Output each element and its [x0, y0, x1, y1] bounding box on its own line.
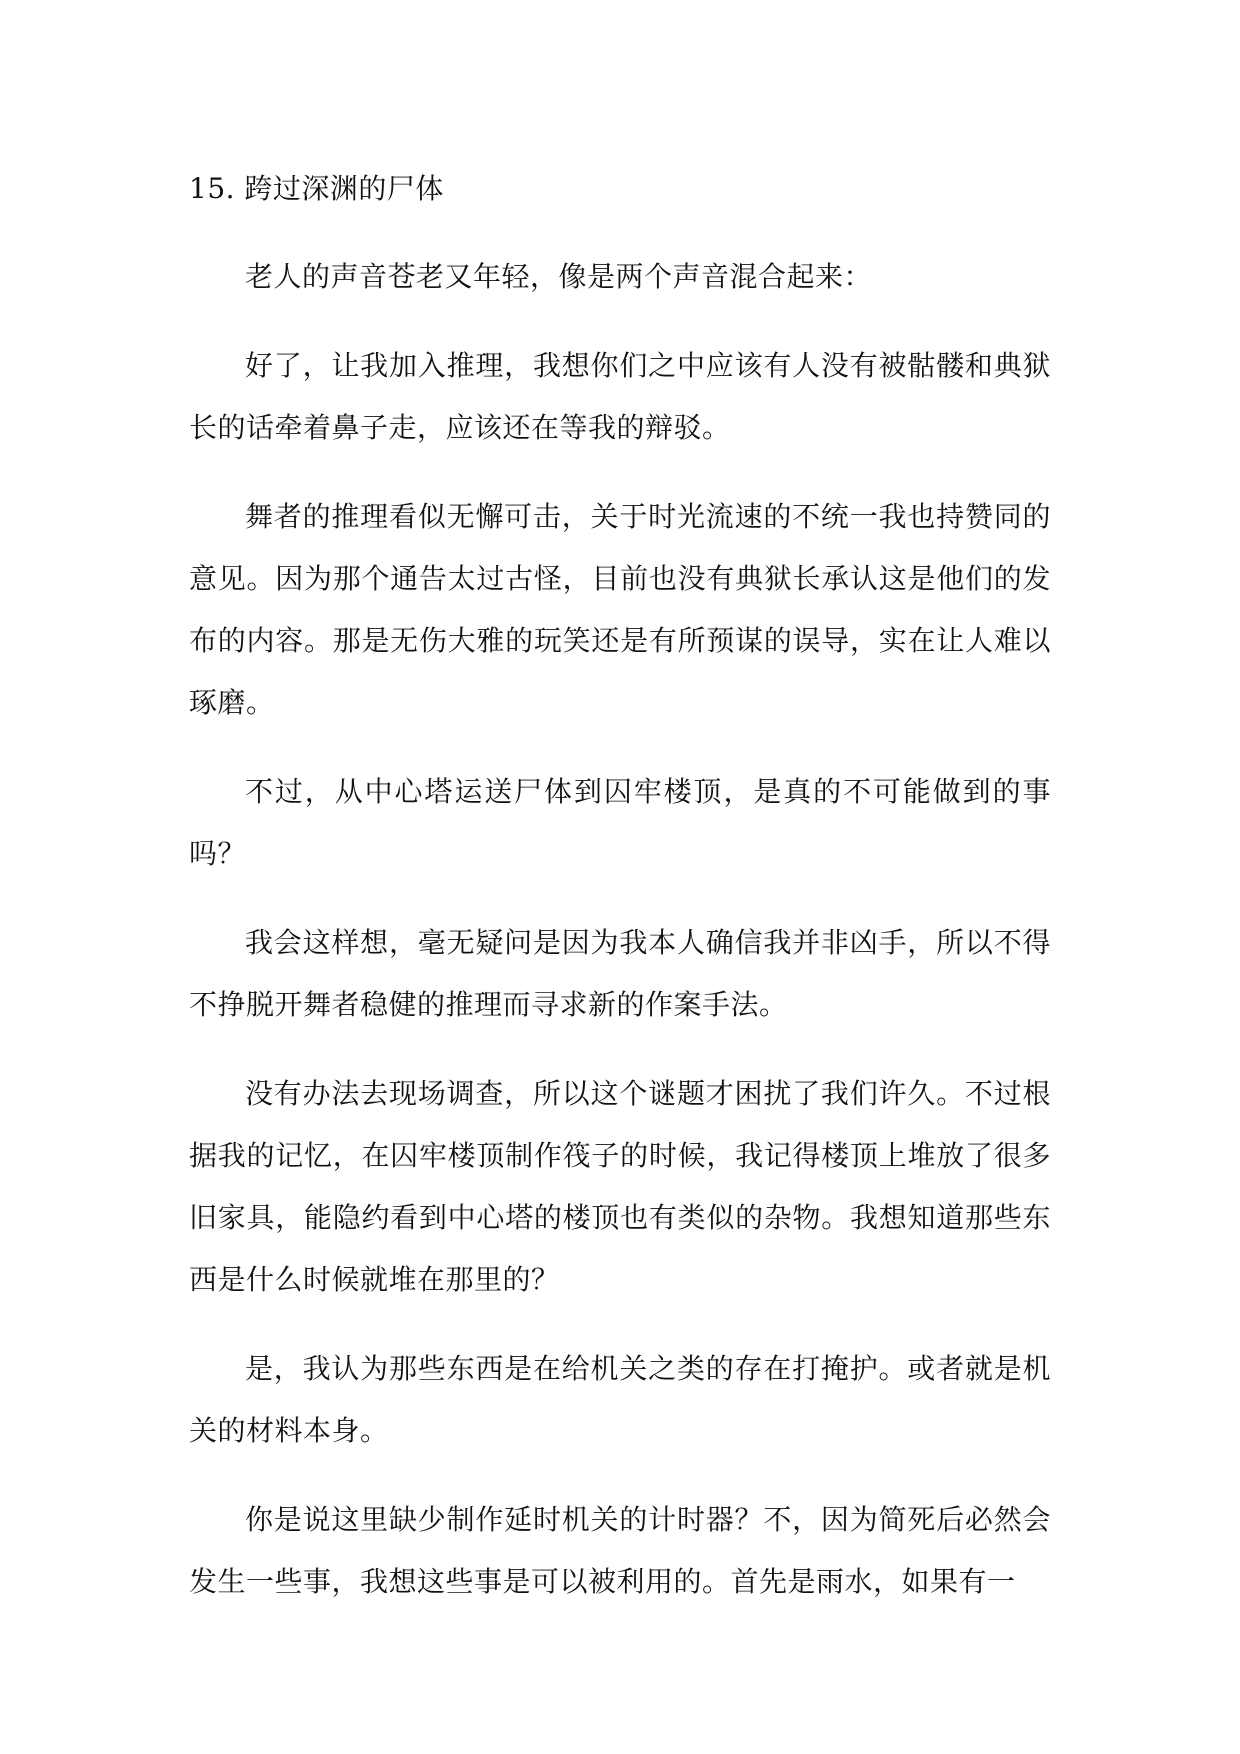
chapter-title: 15. 跨过深渊的尸体	[189, 172, 444, 205]
paragraph: 你是说这里缺少制作延时机关的计时器？不，因为简死后必然会发生一些事，我想这些事是可以被利用的。首先是雨水，如果有一	[189, 1503, 1051, 1598]
paragraph: 是，我认为那些东西是在给机关之类的存在打掩护。或者就是机关的材料本身。	[189, 1352, 1051, 1447]
paragraph: 舞者的推理看似无懈可击，关于时光流速的不统一我也持赞同的意见。因为那个通告太过古怪，目前也没有典狱长承认这是他们的发布的内容。那是无伤大雅的玩笑还是有所预谋的误导，实在让人难以琢磨。	[189, 500, 1051, 719]
paragraph: 老人的声音苍老又年轻，像是两个声音混合起来：	[245, 260, 873, 293]
paragraph: 不过，从中心塔运送尸体到囚牢楼顶，是真的不可能做到的事吗？	[189, 775, 1051, 870]
paragraph: 好了，让我加入推理，我想你们之中应该有人没有被骷髅和典狱长的话牵着鼻子走，应该还在等我的辩驳。	[189, 349, 1051, 444]
paragraph: 我会这样想，毫无疑问是因为我本人确信我并非凶手，所以不得不挣脱开舞者稳健的推理而寻求新的作案手法。	[189, 926, 1051, 1021]
paragraph: 没有办法去现场调查，所以这个谜题才困扰了我们许久。不过根据我的记忆，在囚牢楼顶制作筏子的时候，我记得楼顶上堆放了很多旧家具，能隐约看到中心塔的楼顶也有类似的杂物。我想知道那些东西是什么时候就堆在那里的？	[189, 1077, 1051, 1296]
document-body	[189, 158, 1051, 1640]
